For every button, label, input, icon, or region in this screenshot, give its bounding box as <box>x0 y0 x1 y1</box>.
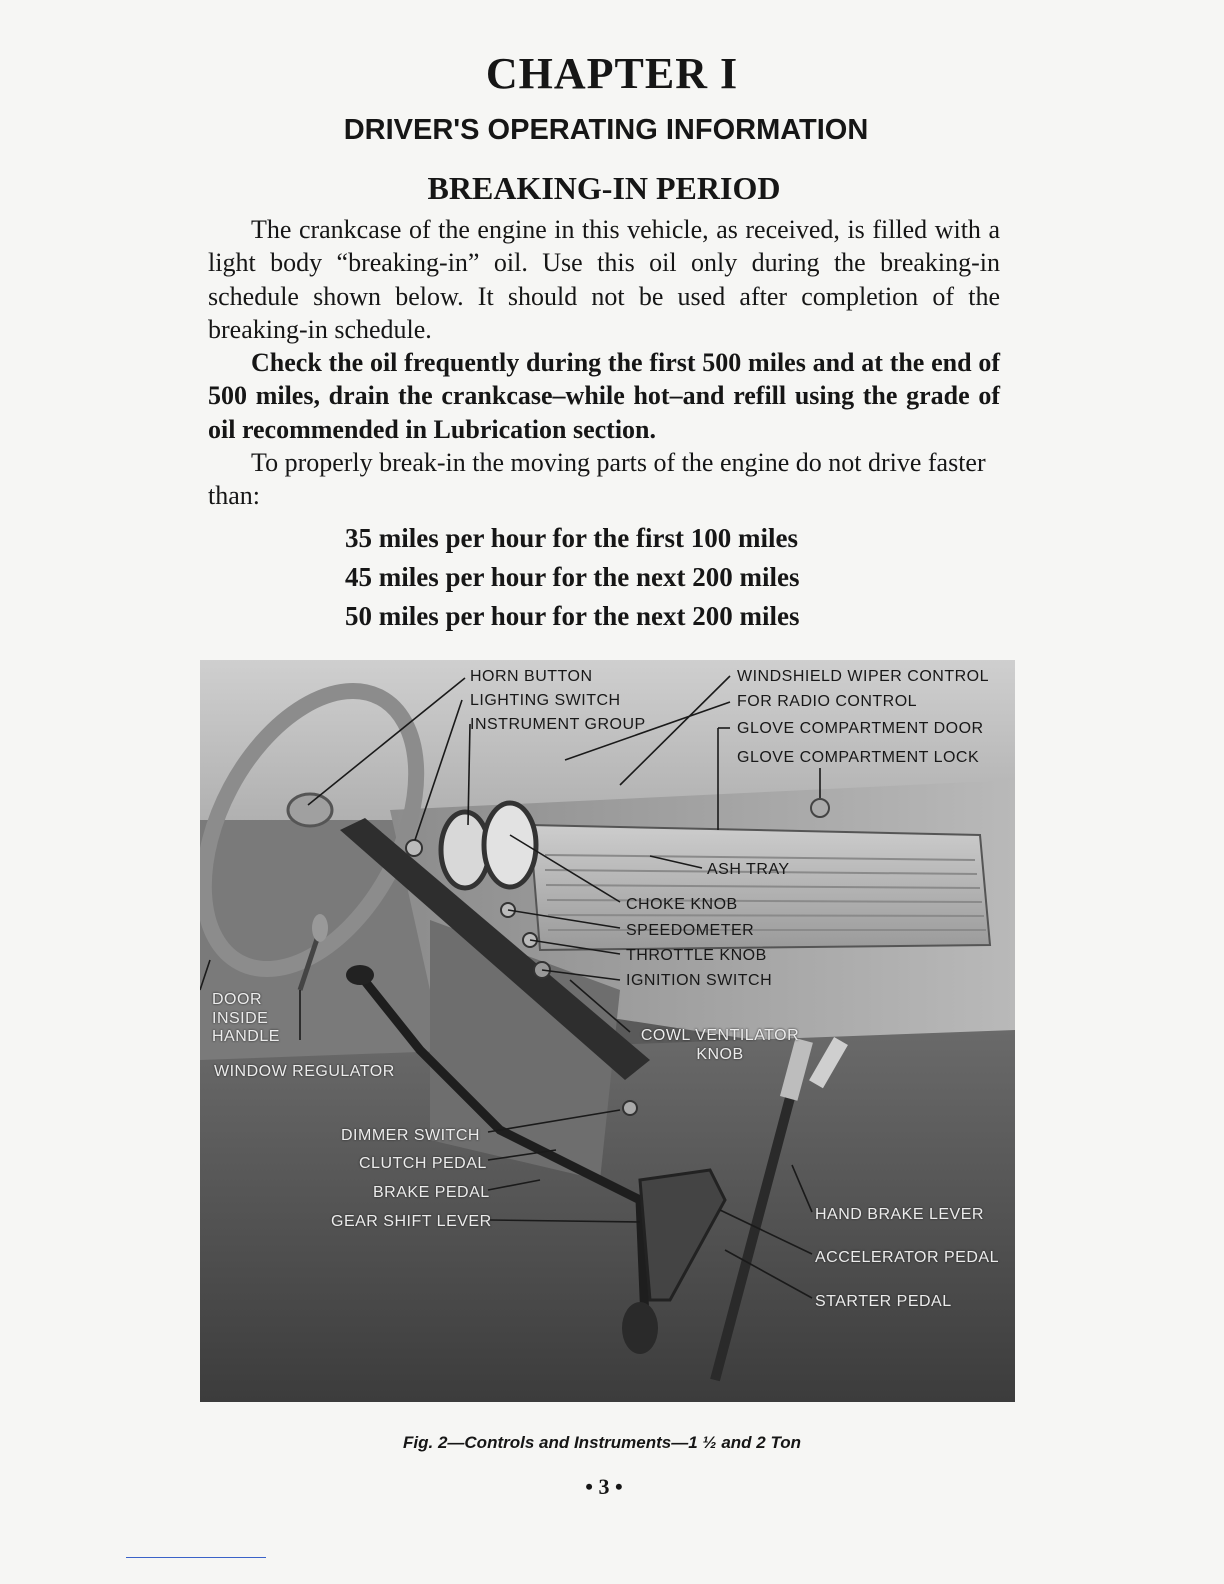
label-cowl-ventilator-line2: KNOB <box>696 1046 744 1063</box>
label-speedometer: SPEEDOMETER <box>626 922 755 939</box>
label-glove-compartment-door: GLOVE COMPARTMENT DOOR <box>737 720 984 737</box>
figure-caption: Fig. 2—Controls and Instruments—1 ½ and 2 Ton <box>403 1433 801 1452</box>
label-ash-tray: ASH TRAY <box>707 861 790 878</box>
label-clutch-pedal: CLUTCH PEDAL <box>359 1155 487 1172</box>
pedal-base <box>622 1302 658 1354</box>
label-starter-pedal: STARTER PEDAL <box>815 1293 952 1310</box>
dimmer-switch-shape <box>623 1101 637 1115</box>
label-glove-compartment-lock: GLOVE COMPARTMENT LOCK <box>737 749 980 766</box>
label-hand-brake-lever: HAND BRAKE LEVER <box>815 1206 984 1223</box>
subsection-title: BREAKING-IN PERIOD <box>427 170 781 206</box>
speed-limit-line: 45 miles per hour for the next 200 miles <box>345 562 800 592</box>
label-horn-button: HORN BUTTON <box>470 668 593 685</box>
glove-lock-shape <box>811 799 829 817</box>
label-throttle-knob: THROTTLE KNOB <box>626 947 767 964</box>
label-door-inside-handle-line2: INSIDE <box>212 1010 269 1027</box>
label-windshield-wiper-control: WINDSHIELD WIPER CONTROL <box>737 668 990 685</box>
label-window-regulator: WINDOW REGULATOR <box>214 1063 395 1080</box>
label-ignition-switch: IGNITION SWITCH <box>626 972 773 989</box>
paragraph-crankcase-oil: The crankcase of the engine in this vehicle, as received, is filled with a light body “breaking-in” oil. Use this oil only during the breaking-in schedule shown below. It should not be used after completion of the breaking-in schedule. <box>208 215 1000 344</box>
speed-limit-line: 50 miles per hour for the next 200 miles <box>345 601 800 631</box>
dashboard-photo <box>200 660 1015 1402</box>
paragraph-oil-check: Check the oil frequently during the first 500 miles and at the end of 500 miles, drain the crankcase–while hot–and refill using the grade of oil recommended in Lubrication section. <box>208 348 1000 444</box>
label-door-inside-handle-line1: DOOR <box>212 991 262 1008</box>
label-cowl-ventilator-line1: COWL VENTILATOR <box>640 1027 800 1044</box>
label-door-inside-handle-line3: HANDLE <box>212 1028 280 1045</box>
lighting-switch-knob <box>406 840 422 856</box>
page-number: • 3 • <box>585 1474 623 1499</box>
label-choke-knob: CHOKE KNOB <box>626 896 738 913</box>
label-dimmer-switch: DIMMER SWITCH <box>341 1127 480 1144</box>
controls-figure <box>200 660 1015 1402</box>
gear-shift-knob <box>346 965 374 985</box>
paragraph-break-in: To properly break-in the moving parts of the engine do not drive faster than: <box>208 448 986 511</box>
chapter-title: CHAPTER I <box>485 49 739 98</box>
label-lighting-switch: LIGHTING SWITCH <box>470 692 621 709</box>
window-crank-knob <box>312 914 328 942</box>
label-radio-control: FOR RADIO CONTROL <box>737 693 918 710</box>
section-title: DRIVER'S OPERATING INFORMATION <box>343 114 869 146</box>
label-brake-pedal: BRAKE PEDAL <box>373 1184 490 1201</box>
footer-rule <box>126 1557 266 1558</box>
speedometer-dial <box>484 803 536 887</box>
label-instrument-group: INSTRUMENT GROUP <box>470 716 646 733</box>
label-gear-shift-lever: GEAR SHIFT LEVER <box>331 1213 492 1230</box>
label-accelerator-pedal: ACCELERATOR PEDAL <box>815 1249 999 1266</box>
horn-button-shape <box>288 794 332 826</box>
speed-limit-line: 35 miles per hour for the first 100 miles <box>345 523 798 553</box>
